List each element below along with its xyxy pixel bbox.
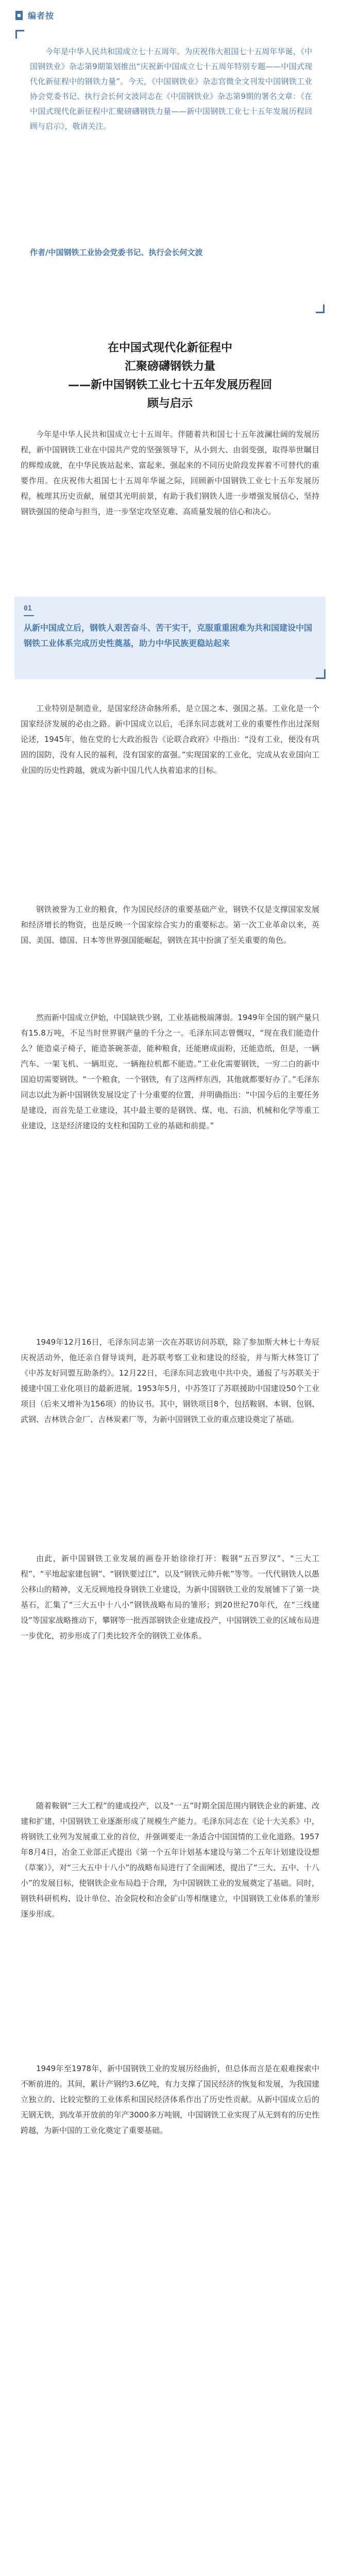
section-heading-01 bbox=[14, 597, 326, 679]
title-line-1: 在中国式现代化新征程中 bbox=[107, 342, 232, 354]
section-rule bbox=[24, 615, 34, 616]
body-paragraph: 1949年至1978年，新中国钢铁工业的发展历经曲折，但总体而言是在艰难探索中不断前进的。其间，累计产钢约3.6亿吨，有力支撑了国民经济的恢复和发展，为我国建立独立的、比较完整的工业体系和国民经济体系作出了历史性贡献。从新中国成立后的无钢无铁，到改革开放前的年产3000多万吨钢，中国钢铁工业实现了从无到有的历史性跨越，为新中国的工业化奠定了重要基础。 bbox=[21, 2064, 319, 2135]
title-line-2: 汇聚磅礴钢铁力量 bbox=[124, 360, 215, 373]
editor-body: 今年是中华人民共和国成立七十五周年。为庆祝伟大祖国七十五周年华诞，《中国钢铁业》杂志第9期策划推出“庆祝新中国成立七十五周年特别专题——中国式现代化新征程中的钢铁力量”。今天，《中国钢铁业》杂志官微全文刊发中国钢铁工业协会党委书记、执行会长何文波同志在《中国钢铁业》杂志第9期的署名文章：《在中国式现代化新征程中汇聚磅礴钢铁力量——新中国钢铁工业七十五年发展历程回顾与启示》，敬请关注。 bbox=[30, 47, 312, 131]
body-paragraph: 然而新中国成立伊始，中国缺铁少钢，工业基础极端薄弱。1949年全国的钢产量只有15.8万吨，不足当时世界钢产量的千分之一。毛泽东同志曾慨叹，“现在我们能造什么？能造桌子椅子，能造茶碗茶壶，能种粮食，还能磨成面粉，还能造纸，但是，一辆汽车、一架飞机、一辆坦克、一辆拖拉机都不能造。”工业化需要钢铁，一穷二白的新中国迫切需要钢铁。“一个粮食，一个钢铁，有了这两样东西，其他就都要好办了。”毛泽东同志以此为新中国钢铁发展设定了十分重要的位置，并明确指出：“中国今后的主要任务是建设，而首先是工业建设，其中最主要的是钢铁、煤、电、石油、机械和化学等重工业建设，这是经济建设的支柱和国防工业的基础和前提。” bbox=[21, 1013, 319, 1130]
editor-label: 编者按 bbox=[28, 11, 55, 21]
body-paragraph: 1949年12月16日，毛泽东同志第一次在苏联访问苏联，除了参加斯大林七十寿辰庆祝活动外，他还亲自督导谈判，赴苏联考察工业和建设的经验，并与斯大林签订了《中苏友好同盟互助条约》。12月22日，毛泽东同志致电中共中央，通报了与苏联关于援建中国工业化项目的最新进展。1953年5月，中苏签订了苏联援助中国建设50个工业项目（后来又增补为156项）的协议书。其中，钢铁项目8个，包括鞍钢、本钢、包钢、武钢、吉林铁合金厂、吉林炭素厂等，为新中国钢铁工业的重点建设奠定了基础。 bbox=[21, 1337, 319, 1424]
body-paragraph: 钢铁被誉为工业的粮食，作为国民经济的重要基础产业，钢铁不仅是支撑国家发展和经济增长的物资，也是反映一个国家综合实力的重要标志。第一次工业革命以来，英国、美国、德国、日本等世界强国能崛起，钢铁在其中扮演了至关重要的角色。 bbox=[21, 905, 319, 945]
editor-note bbox=[15, 9, 325, 313]
corner-bracket-bottom-right bbox=[316, 304, 325, 313]
section-number: 01 bbox=[24, 605, 32, 613]
title-line-3: ——新中国钢铁工业七十五年发展历程回 bbox=[67, 379, 272, 392]
body-paragraph: 由此，新中国钢铁工业发展的画卷开始徐徐打开：鞍钢“五百罗汉”、“三大工程”、“平地起家建包钢”、“钢铁要过江”，以及“钢铁元帅升帐”等等。一代代钢铁人以愚公移山的精神，义无反顾地投身钢铁工业建设，为新中国钢铁工业的发展铺下了第一块基石，汇集了“三大五中十八小”钢铁战略布局的雏形；到20世纪70年代，在“三线建设”等国家战略推动下，攀钢等一批西部钢铁企业建成投产，中国钢铁工业的区域布局进一步优化，初步形成了门类比较齐全的钢铁工业体系。 bbox=[21, 1554, 319, 1640]
title-line-4: 顾与启示 bbox=[147, 397, 193, 410]
body-paragraph: 工业特别是制造业，是国家经济命脉所系，是立国之本、强国之基。工业化是一个国家经济发展的必由之路。新中国成立以后，毛泽东同志就对工业的重要性作出过深刻论述，1945年，他在党的七大政治报告《论联合政府》中指出：“没有工业，便没有巩固的国防，没有人民的福利，没有国家的富强。”实现国家的工业化，完成从农业国向工业国的历史性跨越，就成为新中国几代人执着追求的目标。 bbox=[21, 704, 319, 775]
corner-bracket bbox=[316, 669, 326, 679]
corner-bracket-top-left bbox=[15, 30, 24, 39]
editor-tag bbox=[15, 9, 54, 21]
section-title: 从新中国成立后，钢铁人艰苦奋斗、苦干实干，克服重重困难为共和国建设中国钢铁工业体系完成历史性奠基，助力中华民族更稳站起来 bbox=[24, 623, 313, 648]
intro-paragraph: 今年是中华人民共和国成立七十五周年。伴随着共和国七十五年波澜壮阔的发展历程，新中国钢铁工业在中国共产党的坚强领导下，从小到大、由弱变强，取得举世瞩目的辉煌成就，在中华民族站起来、富起来、强起来的不同历史阶段发挥着不可替代的重要作用。在庆祝伟大祖国七十五周年华诞之际，回顾新中国钢铁工业七十五年发展历程，梳理其历史贡献，展望其光明前景，有助于我们钢铁人进一步增强发展信心，坚持钢铁强国的使命与担当，进一步坚定攻坚克难、高质量发展的信心和决心。 bbox=[21, 430, 319, 516]
bookmark-icon bbox=[15, 11, 23, 20]
editor-box bbox=[15, 30, 325, 313]
body-paragraph: 随着鞍钢“三大工程”的建成投产，以及“一五”时期全国范围内钢铁企业的新建、改建和扩建，中国钢铁工业逐渐形成了规模生产能力。毛泽东同志在《论十大关系》中，将钢铁工业列为发展重工业的首位，并强调要走一条适合中国国情的工业化道路。1957年8月4日，冶金工业部正式提出《第一个五年计划基本建设与第二个五年计划建设设想（草案）》，对“三大五中十八小”的战略布局进行了全面阐述，提出了“三大、五中、十八小”的发展目标，使钢铁企业布局趋于合理，为中国钢铁工业的发展奠定了基础。同时，钢铁科研机构、设计单位、冶金院校和冶金矿山等相继建立，中国钢铁工业体系的雏形逐步形成。 bbox=[21, 1801, 319, 1919]
article-title bbox=[21, 339, 319, 413]
editor-signature: 作者/中国钢铁工业协会党委书记、执行会长何文波 bbox=[30, 248, 203, 257]
